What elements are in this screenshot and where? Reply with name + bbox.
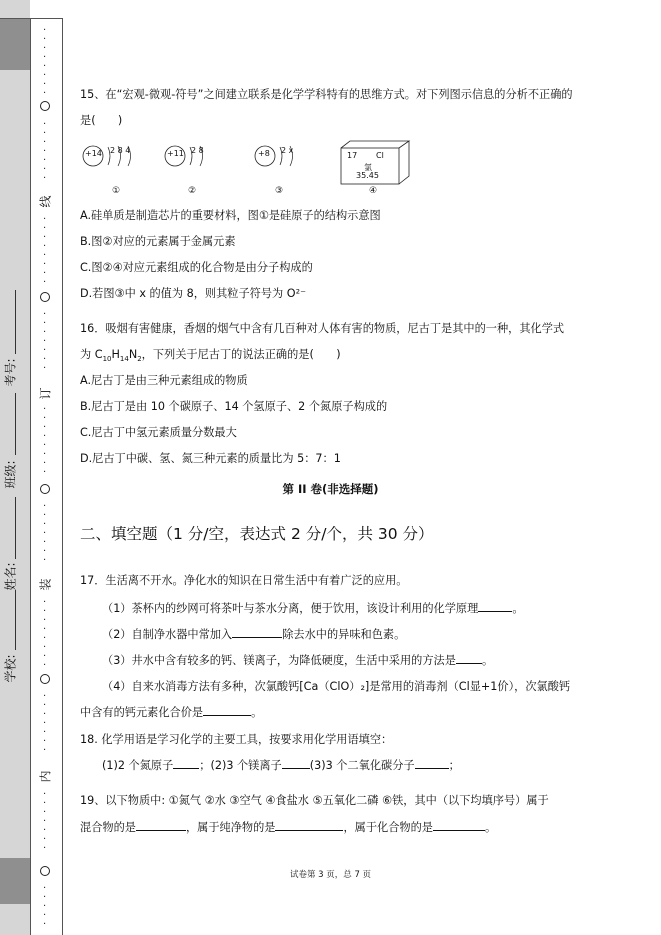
q17-blank-3[interactable] [456,653,482,664]
seal-dots: · · · · · · · [43,691,47,756]
q16-option-b: B.尼古丁是由 10 个碳原子、14 个氢原子、2 个氮原子构成的 [80,400,388,413]
q17-part-2 [102,626,405,642]
seal-char-xian: 线 [38,195,53,208]
q16-sub-hydrogen: 14 [119,355,129,364]
figure-label-2: ② [188,186,197,196]
q15-option-c: C.图②④对应元素组成的化合物是由分子构成的 [80,261,313,274]
class-blank [15,393,16,455]
q17-part-3-text: （3）井水中含有较多的钙、镁离子，为降低硬度，生活中采用的方法是 [102,654,456,667]
element-card-name: 氯 [364,163,372,172]
q19-answers [80,819,496,835]
seal-dots: · · · · · · · · [43,597,47,671]
atom-3-nucleus: +8 [258,149,270,158]
q17-part-4b [80,704,262,720]
q17-part-4: （4）自来水消毒方法有多种，次氯酸钙[Ca（ClO）₂]是常用的消毒剂（Cl显+1价），次氯酸钙 [102,680,571,693]
q19-blank-pure[interactable] [275,820,343,831]
q15-option-a: A.硅单质是制造芯片的重要材料，图①是硅原子的结构示意图 [80,209,381,222]
q19-blank-compound[interactable] [433,820,485,831]
volume-title: 第 II 卷(非选择题) [282,482,379,496]
q16-formula-suffix: ，下列关于尼古丁的说法正确的是( ) [141,348,341,361]
q18-blank-3[interactable] [415,758,449,769]
q17-part-1-end: 。 [512,602,524,615]
q17-part-1 [102,600,524,616]
q18-blank-2[interactable] [282,758,310,769]
element-card-number: 17 [347,151,358,160]
q17-part-4b-text: 中含有的钙元素化合价是 [80,706,204,719]
q15-stem-2: 是( ) [80,114,123,127]
q16-sub-nitrogen: 2 [137,355,142,364]
q16-stem: 16．吸烟有害健康，香烟的烟气中含有几百种对人体有害的物质，尼古丁是其中的一种，其化学式 [80,322,565,335]
seal-dots: · · · · · · · · [43,404,47,478]
q18-part-2: ；(2)3 个镁离子 [199,759,282,772]
q18-stem: 18. 化学用语是学习化学的主要工具，按要求用化学用语填空： [80,733,393,746]
seal-dots: · · · · · · · · [43,25,47,99]
section-title: 二、填空题（1 分/空，表达式 2 分/个，共 30 分） [80,525,434,543]
name-label: 姓名: [3,562,18,591]
q17-blank-4[interactable] [203,705,251,716]
q15-stem: 15、在“宏观-微观-符号”之间建立联系是化学学科特有的思维方式。对下列图示信息的分析不正确的 [80,88,573,101]
q19-mixture-label: 混合物的是 [80,821,136,834]
school-label: 学校: [3,654,18,683]
exam-no-label: 考号: [3,358,18,387]
seal-circle [40,101,50,111]
element-card-mass: 35.45 [356,171,379,180]
q17-part-2-text: （2）自制净水器中常加入 [102,628,233,641]
q19-pure-label: ，属于纯净物的是 [185,821,276,834]
q17-part-3-end: 。 [481,654,494,667]
atom-2-shells: 2 8 [191,146,204,155]
q18-end: ； [448,759,460,772]
q16-option-a: A.尼古丁是由三种元素组成的物质 [80,374,248,387]
atom-2-nucleus: +11 [167,149,184,158]
q16-symbol-h: H [111,348,120,361]
q16-formula-line [80,346,341,363]
name-blank [15,497,16,559]
figure-label-3: ③ [275,186,284,196]
q19-blank-mixture[interactable] [136,820,186,831]
page-footer: 试卷第 3 页，总 7 页 [289,870,372,880]
element-card-symbol: Cl [376,151,384,160]
q16-option-c: C.尼古丁中氢元素质量分数最大 [80,426,237,439]
q18-blank-1[interactable] [173,758,199,769]
margin-rule [30,18,31,935]
q16-symbol-n: N [128,348,138,361]
q17-blank-2[interactable] [232,627,282,638]
seal-dots: · · · · · · · · [43,214,47,288]
q18-answers [102,757,460,773]
margin-block-bottom [0,858,30,904]
q17-blank-1[interactable] [478,601,512,612]
q17-stem: 17．生活离不开水。净化水的知识在日常生活中有着广泛的应用。 [80,574,408,587]
q16-sub-carbon: 10 [102,355,112,364]
seal-circle [40,674,50,684]
margin-block-top [0,18,30,70]
q17-part-2-text-b: 除去水中的异味和色素。 [282,628,406,641]
margin-top-rule [0,18,62,19]
q19-compound-label: ，属于化合物的是 [343,821,433,834]
q18-part-1: (1)2 个氮原子 [102,759,174,772]
seal-char-ding: 订 [38,387,53,400]
q16-formula-prefix: 为 C [80,348,103,361]
atom-1-nucleus: +14 [85,149,102,158]
figure-label-4: ④ [369,186,378,196]
seal-rule [62,18,63,935]
seal-circle [40,292,50,302]
seal-dots: · · · · · · · [43,501,47,566]
q17-part-4b-end: 。 [251,706,263,719]
seal-char-nei: 内 [38,770,53,783]
seal-dots: · · · · · [43,883,47,930]
q16-option-d: D.尼古丁中碳、氢、氮三种元素的质量比为 5：7：1 [80,452,341,465]
q18-part-3: (3)3 个二氧化碳分子 [309,759,415,772]
q15-option-b: B.图②对应的元素属于金属元素 [80,235,236,248]
seal-char-zhuang: 装 [38,578,53,591]
seal-dots: · · · · · · · [43,119,47,184]
seal-dots: · · · · · · · [43,789,47,854]
atom-3-shells: 2 x [281,146,294,155]
class-label: 班级: [3,460,18,489]
seal-dots: · · · · · · · [43,309,47,374]
q19-end: 。 [484,821,497,834]
exam-no-blank [15,290,16,354]
q17-part-3 [102,652,493,668]
figure-label-1: ① [112,186,121,196]
school-blank [15,590,16,650]
q17-part-1-text: （1）茶杯内的纱网可将茶叶与茶水分离，便于饮用，该设计利用的化学原理 [102,602,479,615]
atom-1-shells: 2 8 4 [110,146,131,155]
q19-stem: 19、以下物质中: ①氮气 ②水 ③空气 ④食盐水 ⑤五氧化二磷 ⑥铁，其中（以下均填序号）属于 [80,794,549,807]
q15-option-d: D.若图③中 x 的值为 8，则其粒子符号为 O²⁻ [80,287,306,300]
